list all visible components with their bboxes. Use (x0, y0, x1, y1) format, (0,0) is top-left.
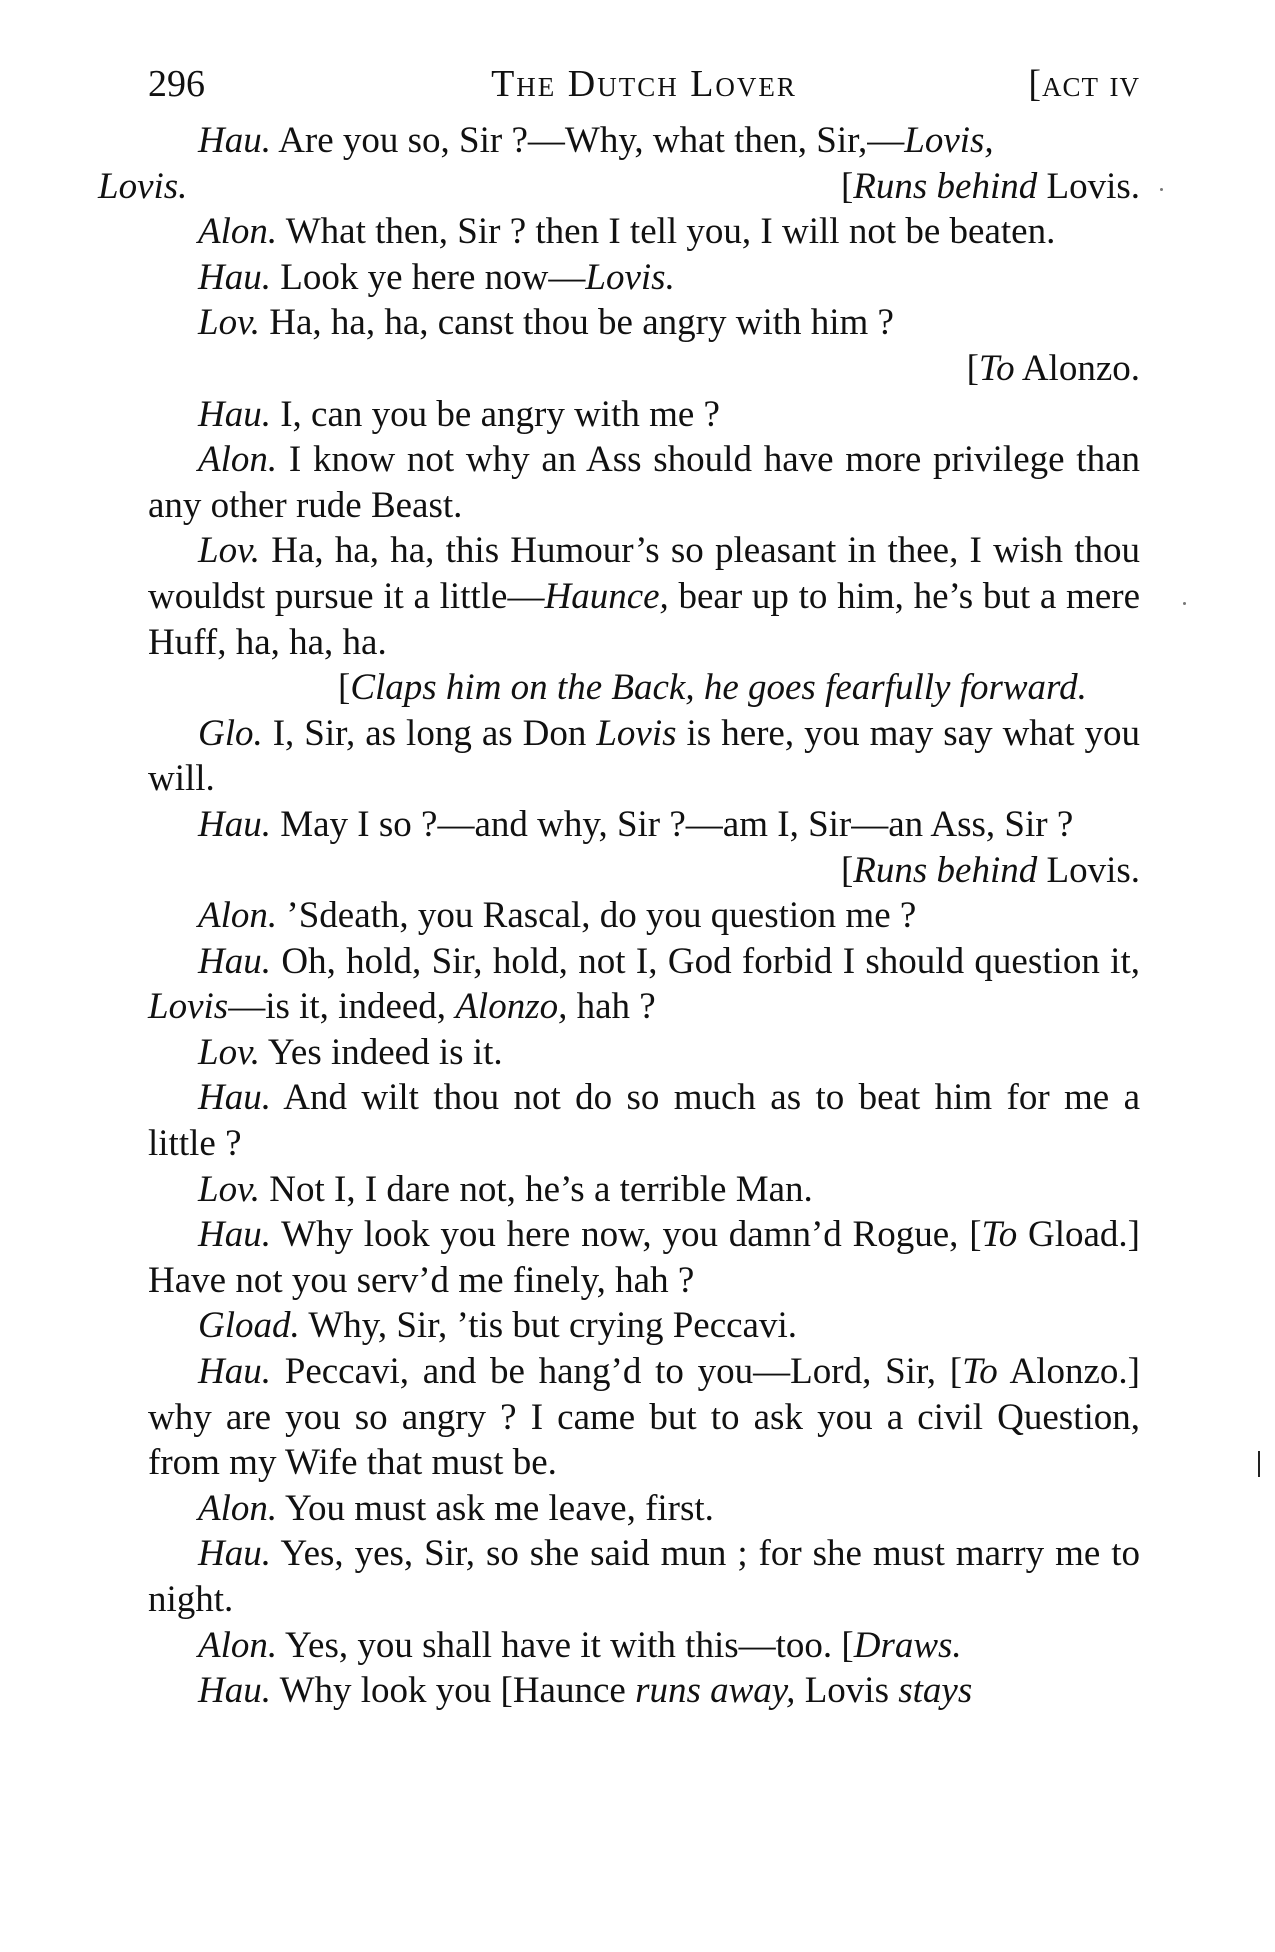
speech-line: Hau. May I so ?—and why, Sir ?—am I, Sir—an Ass, Sir ? [Runs behind Lovis. (148, 802, 1140, 893)
play-text (98, 118, 1141, 1714)
speech-line: Hau. Are you so, Sir ?—Why, what then, Sir,—Lovis, Lovis. [Runs behind Lovis. (148, 118, 1140, 209)
speaker: Alon. (198, 439, 278, 481)
speaker: Hau. (198, 256, 271, 298)
speaker: Lov. (198, 1031, 261, 1073)
speech-line: Alon. I know not why an Ass should have more privilege than any other rude Beast. (148, 439, 1140, 526)
speech-line: Hau. Why look you here now, you damn’d Rogue, [To Gload.] Have not you serv’d me finely, hah ? (148, 1214, 1140, 1301)
print-speck (1183, 602, 1186, 605)
speech-line: Lov. Ha, ha, ha, this Humour’s so pleasant in thee, I wish thou wouldst pursue it a little—Haunce, bear up to him, he’s but a mere Huff, ha, ha, ha. (148, 530, 1140, 663)
speaker: Alon. (198, 211, 278, 253)
speech-line: Alon. ’Sdeath, you Rascal, do you question me ? (198, 895, 917, 937)
speech-line: Hau. Look ye here now—Lovis. (198, 256, 675, 298)
speech-line: Hau. Oh, hold, Sir, hold, not I, God forbid I should question it, Lovis—is it, indeed, Alonzo, hah ? (148, 940, 1140, 1028)
speech-line: Gload. Why, Sir, ’tis but crying Peccavi. (198, 1305, 798, 1347)
speaker: Alon. (198, 1487, 278, 1529)
running-header (148, 58, 1140, 110)
stage-direction: [To Alonzo. (966, 347, 1140, 389)
stage-direction: [Runs behind Lovis. (840, 165, 1140, 207)
speech-line: Lov. Yes indeed is it. (198, 1031, 503, 1073)
speech-line: Hau. Why look you [Haunce runs away, Lovis stays (198, 1670, 973, 1712)
speaker: Hau. (198, 120, 271, 161)
speaker: Glo. (198, 712, 263, 754)
speaker: Alon. (198, 1624, 278, 1666)
speech-line: Glo. I, Sir, as long as Don Lovis is here, you may say what you will. (148, 712, 1140, 800)
speaker: Hau. (198, 1351, 271, 1393)
speaker: Hau. (198, 1214, 271, 1256)
speech-line: Alon. You must ask me leave, first. (198, 1487, 714, 1529)
speaker: Lov. (198, 1168, 261, 1210)
speaker: Lov. (198, 302, 261, 344)
speech-line: Lov. Ha, ha, ha, canst thou be angry with him ? (198, 302, 894, 344)
speaker: Alon. (198, 895, 278, 937)
print-speck (1160, 188, 1163, 191)
speaker: Lov. (198, 530, 261, 572)
speech-line: Hau. And wilt thou not do so much as to beat him for me a little ? (148, 1077, 1140, 1165)
page-number: 296 (148, 63, 205, 105)
margin-mark (1258, 1451, 1260, 1477)
speaker: Hau. (198, 1670, 271, 1712)
speaker: Hau. (198, 393, 271, 435)
stage-direction: [Runs behind Lovis. (840, 849, 1140, 891)
speech-line: Hau. Peccavi, and be hang’d to you—Lord, Sir, [To Alonzo.] why are you so angry ? I came but to ask you a civil Question, from my Wife that must be. (148, 1351, 1141, 1484)
speaker: Hau. (198, 1533, 271, 1575)
speaker: Gload. (198, 1305, 300, 1347)
page-title: The Dutch Lover (491, 63, 797, 105)
stage-direction: [Claps him on the Back, he goes fearfully forward. (338, 667, 1087, 709)
speech-line: Hau. I, can you be angry with me ? (198, 393, 720, 435)
speech-line: Alon. What then, Sir ? then I tell you, I will not be beaten. (198, 211, 1056, 253)
speaker: Hau. (198, 940, 271, 982)
speech-line: Hau. Yes, yes, Sir, so she said mun ; for she must marry me to night. (148, 1533, 1140, 1620)
speaker: Hau. (198, 1077, 271, 1119)
act-marker: [act iv (1028, 63, 1140, 105)
speech-line: Lov. Not I, I dare not, he’s a terrible Man. (198, 1168, 813, 1210)
speech-line: Alon. Yes, you shall have it with this—too. [Draws. (198, 1624, 962, 1666)
speaker: Hau. (198, 803, 271, 845)
